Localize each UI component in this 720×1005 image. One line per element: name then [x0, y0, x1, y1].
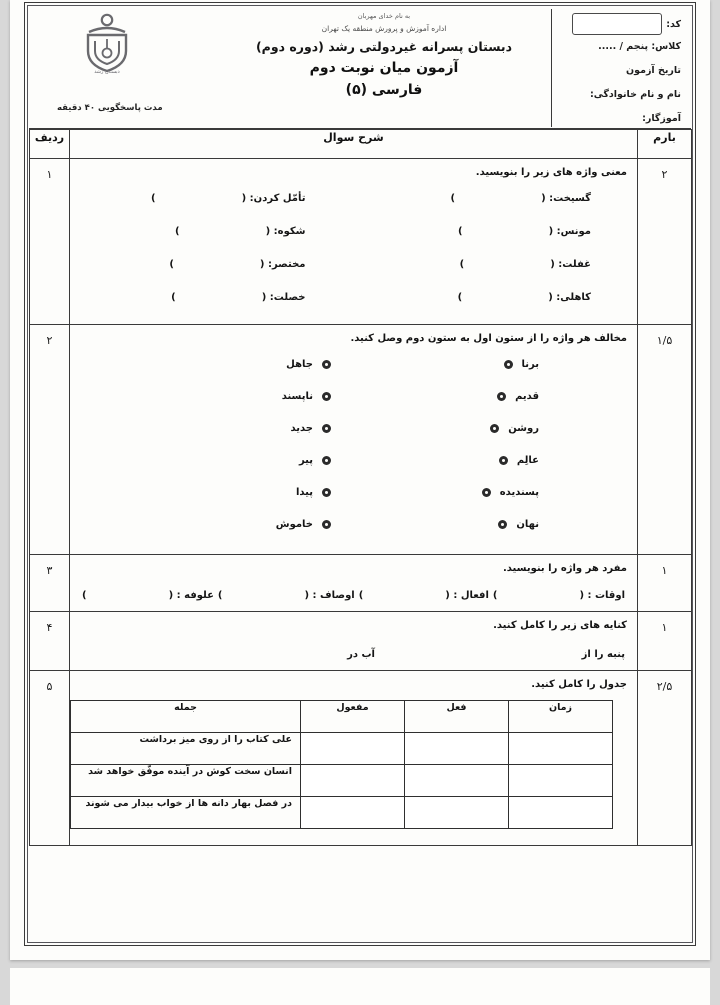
q5-cell-fel-0[interactable]	[405, 733, 509, 765]
q2-right-label-5: نهان	[516, 518, 539, 530]
q1-word-right-label-2: مختصر: (	[259, 259, 306, 270]
q1-word-left-3[interactable]	[354, 281, 628, 314]
q1-word-left-label-1: مونس: (	[548, 226, 591, 237]
school-logo-icon	[79, 13, 135, 73]
department-line: اداره آموزش و پرورش منطقه یک تهران	[321, 24, 447, 33]
q1-pair-row	[80, 182, 627, 215]
q5-col-mafool: مفعول	[301, 701, 405, 733]
exam-title-block	[219, 7, 549, 101]
q1-word-right-close-0: )	[151, 193, 156, 204]
match-bullet-icon[interactable]	[322, 392, 331, 401]
exam-date-field: تاریخ آزمون	[626, 65, 681, 76]
q4-body	[70, 612, 638, 671]
q4-idiom-1[interactable]: پنبه را از	[581, 649, 625, 660]
q2-left-label-4: پیدا	[295, 486, 313, 498]
q2-right-item-2[interactable]	[375, 412, 565, 444]
student-info-block	[551, 9, 689, 127]
q3-body	[70, 555, 638, 612]
q3-item-2[interactable]: اوصاف : (	[304, 590, 355, 601]
q2-right-item-5[interactable]	[375, 508, 565, 540]
q1-word-left-label-0: گسیخت: (	[541, 193, 591, 204]
q1-word-left-close-3: )	[457, 292, 463, 303]
q5-cell-mafool-1[interactable]	[301, 765, 405, 797]
q5-radif: ۵	[30, 671, 70, 846]
q5-sentence-2: در فصل بهار دانه ها از خواب بیدار می شوند	[71, 797, 301, 829]
q1-word-grid	[80, 182, 627, 314]
q1-word-right-2[interactable]	[80, 248, 354, 281]
q4-barom: ۱	[638, 612, 692, 671]
q5-cell-mafool-2[interactable]	[301, 797, 405, 829]
q1-word-right-label-3: خصلت: (	[261, 292, 306, 303]
q3-item-1[interactable]: افعال : (	[445, 590, 489, 601]
q2-radif: ۲	[30, 325, 70, 555]
q4-idioms-row	[80, 649, 627, 660]
q1-word-right-label-1: شکوه: (	[265, 226, 306, 237]
q3-items-row	[80, 590, 627, 601]
q2-column-left	[175, 348, 365, 540]
question-row-4	[30, 612, 692, 671]
q5-sentence-1: انسان سخت کوش در آینده موفّق خواهد شد	[71, 765, 301, 797]
class-field: کلاس: پنجم / .....	[598, 41, 681, 52]
scanned-page	[10, 0, 710, 960]
q1-pair-row	[80, 215, 627, 248]
q5-col-zaman: زمان	[509, 701, 613, 733]
q4-radif: ۴	[30, 612, 70, 671]
q3-item-2-close: )	[217, 590, 223, 601]
q4-idiom-2[interactable]: آب در	[347, 649, 375, 660]
q1-radif: ۱	[30, 159, 70, 325]
match-bullet-icon[interactable]	[322, 520, 331, 529]
q2-left-item-3[interactable]	[175, 444, 365, 476]
q5-col-fel: فعل	[405, 701, 509, 733]
exam-duration: مدت پاسخگویی ۴۰ دقیقه	[57, 103, 163, 113]
q5-cell-zaman-2[interactable]	[509, 797, 613, 829]
q1-word-left-close-2: )	[459, 259, 465, 270]
q3-item-1-close: )	[358, 590, 364, 601]
q1-prompt: معنی واژه های زیر را بنویسید.	[475, 167, 627, 178]
match-bullet-icon[interactable]	[497, 392, 506, 401]
q3-item-3-close: )	[82, 590, 87, 601]
q5-sentence-0: علی کتاب را از روی میز برداشت	[71, 733, 301, 765]
q2-prompt: مخالف هر واژه را از ستون اول به ستون دوم وصل کنید.	[350, 333, 627, 344]
q5-header-row	[71, 701, 613, 733]
q1-word-right-close-3: )	[171, 292, 176, 303]
match-bullet-icon[interactable]	[504, 360, 513, 369]
header-barom: بارم	[638, 130, 692, 159]
q5-cell-zaman-0[interactable]	[509, 733, 613, 765]
exam-title: آزمون میان نوبت دوم	[309, 60, 459, 76]
q1-word-left-1[interactable]	[354, 215, 628, 248]
table-row	[71, 733, 613, 765]
q1-word-left-0[interactable]	[354, 182, 628, 215]
q2-right-item-0[interactable]	[375, 348, 565, 380]
q3-barom: ۱	[638, 555, 692, 612]
q1-word-right-label-0: تأمّل کردن: (	[241, 193, 306, 204]
q5-cell-fel-1[interactable]	[405, 765, 509, 797]
q2-right-item-4[interactable]	[375, 476, 565, 508]
q2-right-label-0: برنا	[521, 358, 539, 370]
q1-word-left-close-1: )	[458, 226, 463, 237]
q2-right-label-3: عالِم	[516, 454, 539, 466]
q2-left-label-3: پیر	[298, 454, 313, 466]
bismillah-line: به نام خدای مهربان	[357, 12, 411, 20]
q2-column-right	[375, 348, 565, 540]
q1-body	[70, 159, 638, 325]
table-row	[71, 765, 613, 797]
header-description: شرح سوال	[70, 130, 638, 159]
header-radif: ردیف	[30, 130, 70, 159]
q1-word-left-2[interactable]	[354, 248, 628, 281]
q1-word-right-close-1: )	[175, 226, 180, 237]
q2-left-item-1[interactable]	[175, 380, 365, 412]
match-bullet-icon[interactable]	[499, 456, 508, 465]
q2-left-label-5: خاموش	[275, 518, 313, 530]
exam-header	[29, 7, 691, 129]
q2-left-label-1: ناپسند	[281, 390, 313, 402]
q2-right-label-1: قدیم	[515, 390, 539, 402]
match-bullet-icon[interactable]	[490, 424, 499, 433]
question-row-5	[30, 671, 692, 846]
logo-block	[31, 7, 216, 127]
q2-left-item-0[interactable]	[175, 348, 365, 380]
q1-word-left-label-2: غفلت: (	[550, 259, 591, 270]
q5-barom: ۲/۵	[638, 671, 692, 846]
match-bullet-icon[interactable]	[322, 456, 331, 465]
match-bullet-icon[interactable]	[482, 488, 491, 497]
q1-word-right-1[interactable]	[80, 215, 354, 248]
teacher-field: آموزگار:	[642, 113, 681, 124]
question-row-2	[30, 325, 692, 555]
match-bullet-icon[interactable]	[322, 488, 331, 497]
q2-right-label-2: روشن	[508, 422, 539, 434]
q1-barom: ۲	[638, 159, 692, 325]
q1-word-left-label-3: کاهلی: (	[548, 292, 591, 303]
table-row	[71, 797, 613, 829]
q5-grammar-table	[70, 700, 613, 829]
q2-left-label-2: جدید	[290, 422, 313, 434]
q2-left-item-4[interactable]	[175, 476, 365, 508]
q2-barom: ۱/۵	[638, 325, 692, 555]
question-row-3	[30, 555, 692, 612]
q1-word-right-close-2: )	[169, 259, 174, 270]
q3-item-3[interactable]: علوفه : (	[168, 590, 214, 601]
q3-prompt: مفرد هر واژه را بنویسید.	[502, 563, 627, 574]
q4-prompt: کنایه های زیر را کامل کنید.	[493, 620, 627, 631]
code-input-box[interactable]	[572, 13, 662, 35]
match-bullet-icon[interactable]	[322, 360, 331, 369]
q5-body	[70, 671, 638, 846]
q5-col-jomle: جمله	[71, 701, 301, 733]
q2-right-label-4: پسندیده	[499, 486, 539, 498]
q2-left-item-5[interactable]	[175, 508, 365, 540]
q3-item-0-close: )	[492, 590, 498, 601]
q1-word-left-close-0: )	[450, 193, 456, 204]
table-header-row	[30, 130, 692, 159]
logo-caption: دبستان رشد	[94, 69, 120, 75]
q1-pair-row	[80, 248, 627, 281]
q2-right-item-1[interactable]	[375, 380, 565, 412]
code-label: کد:	[666, 18, 681, 30]
q5-cell-zaman-1[interactable]	[509, 765, 613, 797]
match-bullet-icon[interactable]	[322, 424, 331, 433]
q2-matching-area	[80, 348, 627, 544]
student-name-field: نام و نام خانوادگی:	[589, 89, 681, 100]
scan-bottom-strip	[10, 968, 710, 1005]
match-bullet-icon[interactable]	[498, 520, 507, 529]
q2-left-label-0: جاهل	[286, 358, 313, 370]
q2-left-item-2[interactable]	[175, 412, 365, 444]
q5-cell-fel-2[interactable]	[405, 797, 509, 829]
q5-cell-mafool-0[interactable]	[301, 733, 405, 765]
q2-right-item-3[interactable]	[375, 444, 565, 476]
q3-item-0[interactable]: اوقات : (	[579, 590, 625, 601]
school-name: دبستان پسرانه غیردولتی رشد (دوره دوم)	[255, 39, 513, 54]
questions-table	[29, 129, 692, 846]
question-row-1	[30, 159, 692, 325]
q3-radif: ۳	[30, 555, 70, 612]
q1-word-right-3[interactable]	[80, 281, 354, 314]
q2-body	[70, 325, 638, 555]
q1-word-right-0[interactable]	[80, 182, 354, 215]
exam-subject: فارسی (۵)	[345, 82, 423, 98]
q1-pair-row	[80, 281, 627, 314]
q5-prompt: جدول را کامل کنید.	[531, 679, 627, 690]
code-row	[556, 13, 681, 35]
